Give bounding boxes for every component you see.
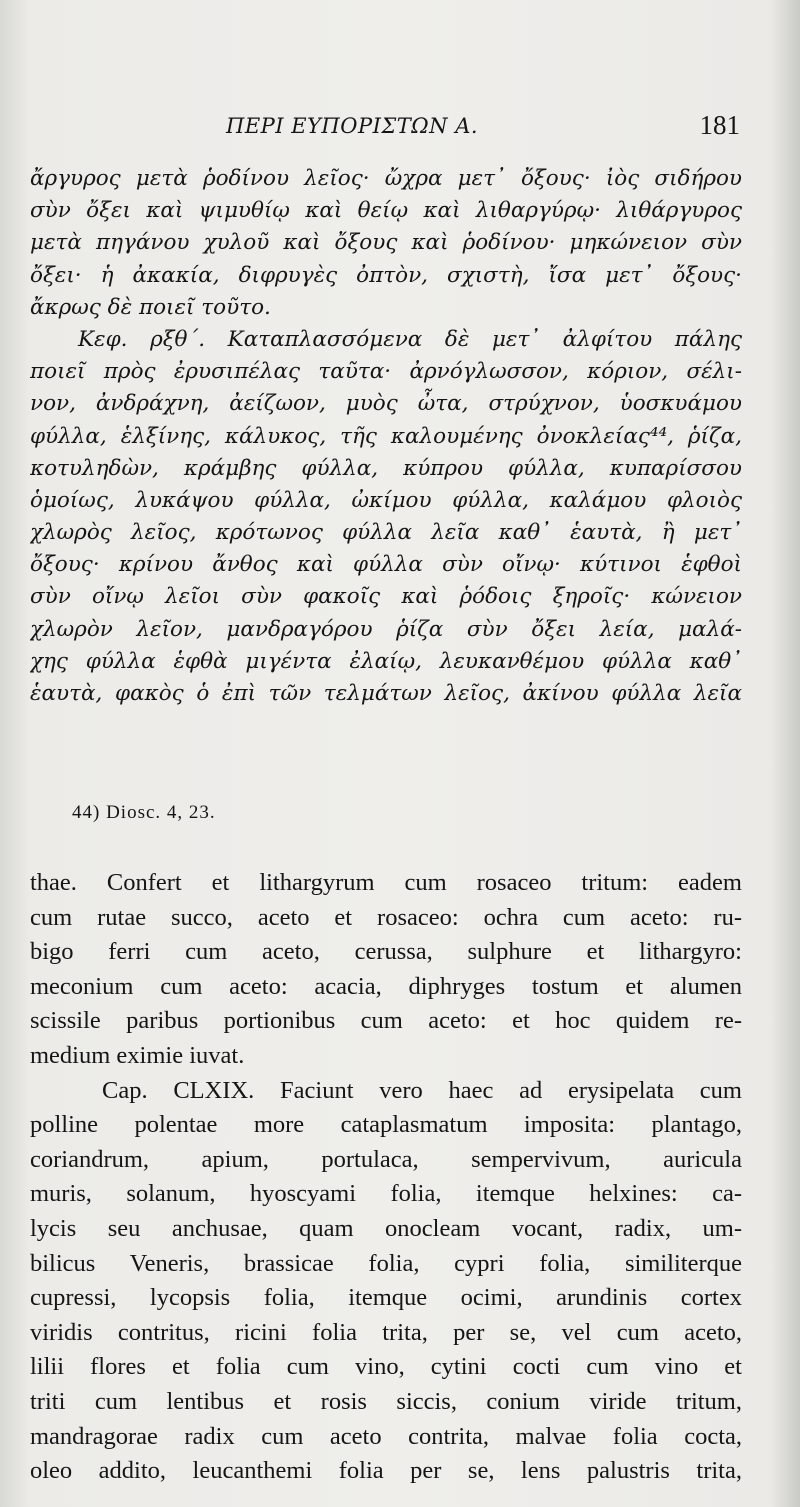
greek-line: χλωρὸν λεῖον, μανδραγόρου ῥίζα σὺν ὄξει λεία, μαλά- <box>30 616 742 642</box>
greek-line: χλωρὸς λεῖος, κρότωνος φύλλα λεῖα καθ᾽ ἑαυτὰ, ἢ μετ᾽ <box>30 520 742 546</box>
page-header <box>100 104 740 144</box>
greek-line: ποιεῖ πρὸς ἐρυσιπέλας ταῦτα· ἀρνόγλωσσον, κόριον, σέλι- <box>30 359 742 385</box>
latin-line: cupressi, lycopsis folia, itemque ocimi, arundinis cortex <box>30 1284 742 1312</box>
greek-line: ἑαυτὰ, φακὸς ὁ ἐπὶ τῶν τελμάτων λεῖος, ἀκίνου φύλλα λεῖα <box>30 681 742 706</box>
latin-line: triti cum lentibus et rosis siccis, conium viride tritum, <box>30 1387 742 1415</box>
latin-line: bigo ferri cum aceto, cerussa, sulphure et lithargyro: <box>30 938 742 966</box>
latin-line: bilicus Veneris, brassicae folia, cypri folia, similiterque <box>30 1249 742 1277</box>
latin-chapter-heading-line: Cap. CLXIX. Faciunt vero haec ad erysipelata cum <box>102 1076 742 1104</box>
latin-line: oleo addito, leucanthemi folia per se, lens palustris trita, <box>30 1457 742 1485</box>
greek-chapter-heading-line: Κεφ. ρξθ΄. Καταπλασσόμενα δὲ μετ᾽ ἀλφίτου πάλης <box>78 326 742 352</box>
latin-text-block <box>30 866 742 1489</box>
latin-line: viridis contritus, ricini folia trita, per se, vel cum aceto, <box>30 1318 742 1346</box>
greek-line: σὺν οἴνῳ λεῖοι σὺν φακοῖς καὶ ῥόδοις ξηροῖς· κώνειον <box>30 584 742 610</box>
greek-line: σὺν ὄξει καὶ ψιμυθίῳ καὶ θείῳ καὶ λιθαργύρῳ· λιθάργυρος <box>30 198 742 224</box>
greek-line: μετὰ πηγάνου χυλοῦ καὶ ὄξους καὶ ῥοδίνου· μηκώνειον σὺν <box>30 230 742 256</box>
page-number: 181 <box>699 110 740 140</box>
latin-line: cum rutae succo, aceto et rosaceo: ochra cum aceto: ru- <box>30 903 742 931</box>
greek-line: ἄργυρος μετὰ ῥοδίνου λεῖος· ὤχρα μετ᾽ ὄξους· ἰὸς σιδήρου <box>30 166 742 191</box>
latin-line: muris, solanum, hyoscyami folia, itemque helxines: ca- <box>30 1180 742 1208</box>
latin-line: coriandrum, apium, portulaca, sempervivum, auricula <box>30 1145 742 1173</box>
greek-line: νον, ἀνδράχνη, ἀείζωον, μυὸς ὦτα, στρύχνον, ὑοσκυάμου <box>30 391 742 417</box>
latin-line: lycis seu anchusae, quam onocleam vocant, radix, um- <box>30 1214 742 1242</box>
greek-line: ὄξει· ἡ ἀκακία, διφρυγὲς ὀπτὸν, σχιστὴ, ἴσα μετ᾽ ὄξους· <box>30 262 742 288</box>
greek-line: ὁμοίως, λυκάψου φύλλα, ὠκίμου φύλλα, καλάμου φλοιὸς <box>30 487 742 513</box>
greek-line: χης φύλλα ἑφθὰ μιγέντα ἐλαίῳ, λευκανθέμου φύλλα καθ᾽ <box>30 648 742 674</box>
greek-line: κοτυληδὼν, κράμβης φύλλα, κύπρου φύλλα, κυπαρίσσου <box>30 455 742 481</box>
greek-line: ὄξους· κρίνου ἄνθος καὶ φύλλα σὺν οἴνῳ· κύτινοι ἑφθοὶ <box>30 552 742 578</box>
running-title: ΠΕΡΙ ΕΥΠΟΡΙΣΤΩΝ Α. <box>226 114 479 138</box>
latin-line: polline polentae more cataplasmatum imposita: plantago, <box>30 1111 742 1139</box>
greek-text-block <box>30 163 742 710</box>
latin-line: scissile paribus portionibus cum aceto: et hoc quidem re- <box>30 1007 742 1035</box>
greek-line: ἄκρως δὲ ποιεῖ τοῦτο. <box>30 294 271 320</box>
latin-line: lilii flores et folia cum vino, cytini cocti cum vino et <box>30 1353 742 1381</box>
latin-line: medium eximie iuvat. <box>30 1041 245 1069</box>
latin-line: meconium cum aceto: acacia, diphryges tostum et alumen <box>30 972 742 1000</box>
latin-line: mandragorae radix cum aceto contrita, malvae folia cocta, <box>30 1422 742 1450</box>
greek-line: φύλλα, ἑλξίνης, κάλυκος, τῆς καλουμένης ὀνοκλείας⁴⁴, ῥίζα, <box>30 423 742 449</box>
latin-line: thae. Confert et lithargyrum cum rosaceo tritum: eadem <box>30 869 742 896</box>
footnote: 44) Diosc. 4, 23. <box>72 802 216 823</box>
